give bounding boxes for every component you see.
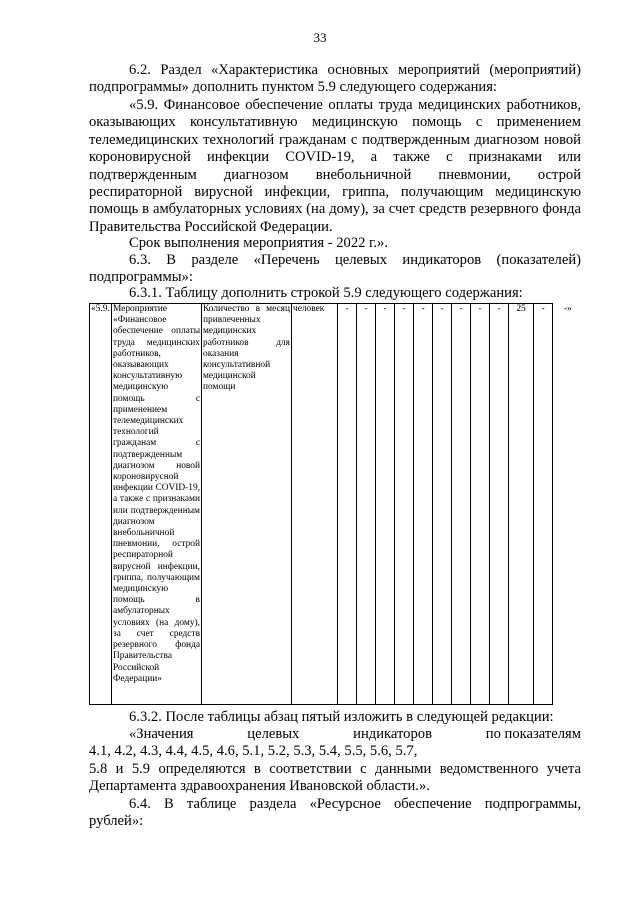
page-number: 33 (313, 30, 327, 45)
paragraph-5-9: «5.9. Финансовое обеспечение оплаты труда медицинских работников, оказывающих консультативную медицинскую помощь с применением телемедицинских технологий гражданам с подтвержденным диагнозом новой короновирусной инфекции COVID-19, а также с признаками или подтвержденным диагнозом внебольничной пневмонии, острой респираторной вирусной инфекции, гриппа, получающим медицинскую помощь в амбулаторных условиях (на дому), за счет средств резервного фонда Правительства Российской Федерации. (89, 97, 581, 235)
cell-end: -» (563, 303, 572, 314)
paragraph-6-3-1: 6.3.1. Таблицу дополнить строкой 5.9 следующего содержания: (129, 285, 523, 301)
quote-word: по показателям (485, 726, 581, 742)
cell-value: - (433, 304, 452, 705)
paragraph-6-2: 6.2. Раздел «Характеристика основных мероприятий (мероприятий) подпрограммы» дополнить пунктом 5.9 следующего содержания: (89, 62, 581, 96)
quote-word: целевых (247, 726, 300, 742)
paragraph-term: Срок выполнения мероприятия - 2022 г.». (129, 235, 388, 251)
paragraph-6-4: 6.4. В таблице раздела «Ресурсное обеспечение подпрограммы, рублей»: (89, 796, 581, 830)
cell-value: - (471, 304, 490, 705)
cell-value: - (414, 304, 433, 705)
quote-line-1 (129, 726, 581, 743)
quote-line-2: 4.1, 4.2, 4.3, 4.4, 4.5, 4.6, 5.1, 5.2, 5.3, 5.4, 5.5, 5.6, 5.7, (89, 743, 418, 759)
quote-line-3: 5.8 и 5.9 определяются в соответствии с данными ведомственного учета Департамента здравоохранения Ивановской области.». (89, 761, 581, 795)
table-row (90, 304, 583, 705)
cell-value: - (534, 304, 553, 705)
quote-word: «Значения (129, 726, 194, 742)
cell-value: - (357, 304, 376, 705)
cell-value: 25 (509, 304, 534, 705)
cell-indicator: Количество в месяц привлеченных медицинских работников для оказания консультативной медицинской помощи (202, 304, 292, 705)
cell-number: «5.9. (90, 304, 112, 705)
cell-event: Мероприятие «Финансовое обеспечение оплаты труда медицинских работников, оказывающих консультативную медицинскую помощь с применением телемедицинских технологий гражданам с подтвержденным диагнозом новой короновирусной инфекции COVID-19, а также с признаками или подтвержденным диагнозом внебольничной пневмонии, острой респираторной вирусной инфекции, гриппа, получающим медицинскую помощь в амбулаторных условиях (на дому), за счет средств резервного фонда Правительства Российской Федерации» (112, 304, 202, 705)
quote-word: индикаторов (353, 726, 432, 742)
paragraph-6-3: 6.3. В разделе «Перечень целевых индикаторов (показателей) подпрограммы»: (89, 252, 581, 286)
cell-unit: человек (292, 304, 338, 705)
indicator-table (89, 303, 583, 705)
cell-value: - (452, 304, 471, 705)
cell-value: - (490, 304, 509, 705)
cell-value: - (338, 304, 357, 705)
cell-value: - (376, 304, 395, 705)
cell-value: - (395, 304, 414, 705)
paragraph-6-3-2: 6.3.2. После таблицы абзац пятый изложить в следующей редакции: (129, 709, 554, 725)
